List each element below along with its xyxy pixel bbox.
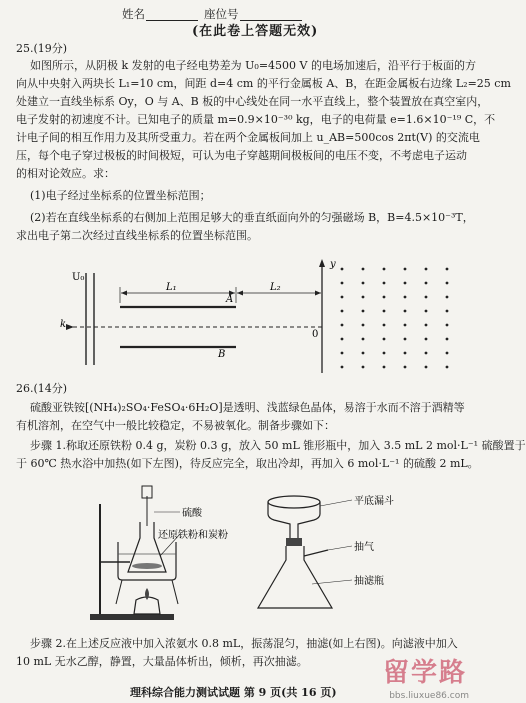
field-dot bbox=[383, 338, 386, 341]
y-axis-label: y bbox=[330, 259, 336, 270]
l2-label: L₂ bbox=[270, 282, 281, 293]
field-dot bbox=[404, 324, 407, 327]
name-blank bbox=[146, 20, 198, 21]
label-powder: 还原铁粉和炭粉 bbox=[158, 530, 228, 541]
page-footer: 理科综合能力测试试题 第 9 页(共 16 页) bbox=[130, 686, 337, 699]
q25-line: 的相对论效应。求： bbox=[16, 167, 115, 180]
plate-b-label: B bbox=[218, 349, 226, 360]
u0-label: U₀ bbox=[72, 272, 85, 283]
flame-icon bbox=[145, 588, 149, 600]
q26-line: 硫酸亚铁铵[(NH₄)₂SO₄·FeSO₄·6H₂O]是透明、浅蓝绿色晶体，易溶于水而不溶于酒精等 bbox=[30, 401, 465, 414]
q26-step2: 10 mL 无水乙醇，静置，大量晶体析出，倾析，再次抽滤。 bbox=[16, 655, 308, 668]
q26-step2: 步骤 2.在上述反应液中加入浓氨水 0.8 mL，振荡混匀，抽滤(如上右图)。向滤液中加入 bbox=[30, 637, 458, 650]
field-dot bbox=[383, 366, 386, 369]
field-dot bbox=[362, 324, 365, 327]
field-dot bbox=[341, 296, 344, 299]
field-dot bbox=[383, 268, 386, 271]
field-dot bbox=[383, 352, 386, 355]
field-dot bbox=[404, 296, 407, 299]
q25-line: 如图所示，从阴极 k 发射的电子经电势差为 U₀=4500 V 的电场加速后，沿平行于板面的方 bbox=[30, 59, 476, 72]
field-dot bbox=[383, 282, 386, 285]
field-dot bbox=[341, 338, 344, 341]
electron-arrow bbox=[66, 324, 74, 330]
field-dot bbox=[383, 310, 386, 313]
q25-line: 处建立一直线坐标系 Oy，O 与 A、B 板的中心线处在同一水平直线上，整个装置放在真空室内， bbox=[16, 95, 489, 108]
field-dot bbox=[446, 366, 449, 369]
q25-sub1: (1)电子经过坐标系的位置坐标范围； bbox=[30, 189, 211, 202]
watermark-brand: 留学路 bbox=[382, 658, 467, 688]
field-dot bbox=[362, 310, 365, 313]
notice-text: (在此卷上答题无效) bbox=[192, 24, 319, 39]
field-dot bbox=[341, 310, 344, 313]
field-dot bbox=[446, 352, 449, 355]
k-label: k bbox=[60, 319, 67, 330]
field-dot bbox=[341, 352, 344, 355]
q25-diagram bbox=[0, 255, 475, 375]
field-dot bbox=[341, 268, 344, 271]
field-dot bbox=[362, 282, 365, 285]
field-dot bbox=[425, 310, 428, 313]
field-dot bbox=[425, 268, 428, 271]
q25-line: 向从中央射入两块长 L₁=10 cm，间距 d=4 cm 的平行金属板 A、B，在距金属板右边缘 L₂=25 cm bbox=[16, 77, 511, 90]
q25-sub2: 求出电子第二次经过直线坐标系的位置坐标范围。 bbox=[16, 229, 258, 242]
field-dot bbox=[404, 366, 407, 369]
field-dot bbox=[446, 268, 449, 271]
field-dot bbox=[425, 324, 428, 327]
q25-line: 计电子间的相互作用力及其所受重力。若在两个金属板间加上 u_AB=500cos 2πt(V) 的交流电 bbox=[16, 131, 480, 144]
field-dot bbox=[362, 352, 365, 355]
filter-flask bbox=[258, 546, 332, 608]
water-bath-apparatus bbox=[60, 476, 230, 626]
label-flask: 抽滤瓶 bbox=[354, 576, 384, 587]
field-dot bbox=[362, 338, 365, 341]
magnetic-field-dots bbox=[341, 268, 449, 369]
field-dot bbox=[362, 268, 365, 271]
q25-line: 压，每个电子穿过极板的时间极短，可认为电子穿越期间极板间的电压不变，不考虑电子运动 bbox=[16, 149, 467, 162]
q26-step1: 步骤 1.称取还原铁粉 0.4 g，炭粉 0.3 g，放入 50 mL 锥形瓶中，加入 3.5 mL 2 mol·L⁻¹ 硫酸置于 bbox=[30, 439, 526, 452]
watermark-url: bbs.liuxue86.com bbox=[389, 691, 469, 701]
field-dot bbox=[425, 366, 428, 369]
field-dot bbox=[341, 366, 344, 369]
field-dot bbox=[362, 296, 365, 299]
field-dot bbox=[446, 338, 449, 341]
label-suction: 抽气 bbox=[354, 542, 374, 553]
field-dot bbox=[404, 268, 407, 271]
seat-label: 座位号 bbox=[204, 7, 239, 21]
field-dot bbox=[383, 296, 386, 299]
rubber-stopper bbox=[286, 538, 302, 546]
q25-sub2: (2)若在直线坐标系的右侧加上范围足够大的垂直纸面向外的匀强磁场 B，B=4.5×10⁻³T， bbox=[30, 211, 474, 224]
field-dot bbox=[404, 282, 407, 285]
field-dot bbox=[404, 310, 407, 313]
field-dot bbox=[446, 310, 449, 313]
q26-step1: 于 60℃ 热水浴中加热(如下左图)，待反应完全，取出冷却，再加入 6 mol·L⁻¹ 的硫酸 2 mL。 bbox=[16, 457, 479, 470]
origin-label: 0 bbox=[312, 329, 319, 340]
suction-filtration-apparatus bbox=[252, 480, 432, 620]
field-dot bbox=[446, 324, 449, 327]
field-dot bbox=[341, 324, 344, 327]
seat-blank bbox=[240, 20, 302, 21]
q25-line: 电子发射的初速度不计。已知电子的质量 m=0.9×10⁻³⁰ kg，电子的电荷量 e=1.6×10⁻¹⁹ C，不 bbox=[16, 113, 496, 126]
field-dot bbox=[362, 366, 365, 369]
field-dot bbox=[404, 338, 407, 341]
l1-label: L₁ bbox=[166, 282, 177, 293]
stand-base bbox=[90, 614, 174, 620]
name-label: 姓名 bbox=[122, 7, 145, 21]
field-dot bbox=[446, 296, 449, 299]
label-funnel: 平底漏斗 bbox=[354, 496, 394, 507]
field-dot bbox=[383, 324, 386, 327]
field-dot bbox=[404, 352, 407, 355]
field-dot bbox=[446, 282, 449, 285]
field-dot bbox=[425, 338, 428, 341]
q26-number: 26.(14分) bbox=[16, 382, 68, 395]
field-dot bbox=[341, 282, 344, 285]
y-axis-arrow bbox=[319, 259, 325, 267]
q25-number: 25.(19分) bbox=[16, 42, 68, 55]
side-arm bbox=[304, 550, 328, 556]
q26-line: 有机溶剂，在空气中一般比较稳定，不易被氧化。制备步骤如下： bbox=[16, 419, 335, 432]
plate-a-label: A bbox=[226, 294, 234, 305]
field-dot bbox=[425, 296, 428, 299]
field-dot bbox=[425, 352, 428, 355]
flat-bottom-funnel bbox=[268, 496, 320, 508]
field-dot bbox=[425, 282, 428, 285]
label-acid: 硫酸 bbox=[182, 508, 202, 519]
